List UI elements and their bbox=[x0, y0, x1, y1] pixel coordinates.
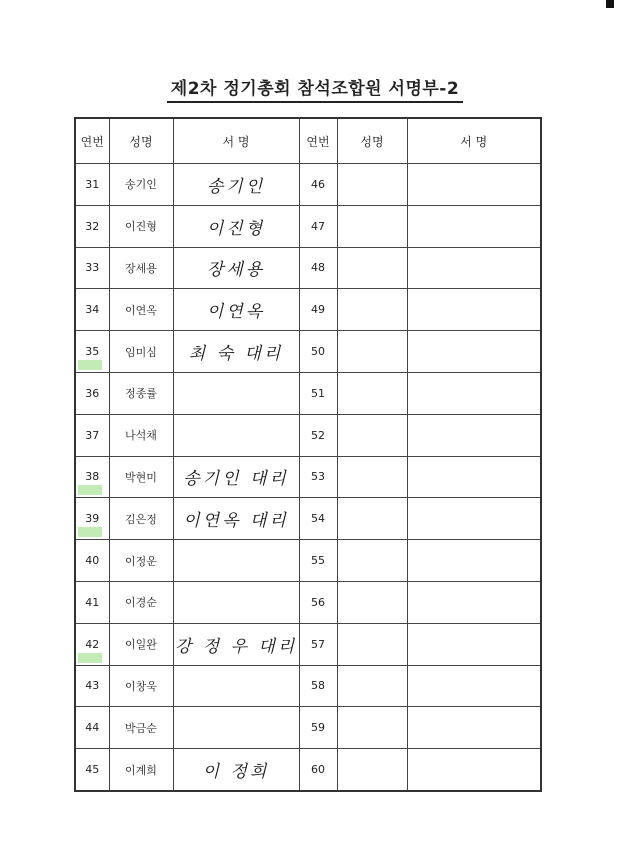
signature-cell bbox=[173, 623, 299, 665]
signature-cell-right bbox=[407, 247, 541, 289]
table-row bbox=[75, 456, 541, 498]
table-row bbox=[75, 665, 541, 707]
row-number bbox=[75, 498, 109, 540]
handwritten-signature: 송기인 대리 bbox=[183, 469, 289, 490]
row-number-text: 40 bbox=[85, 554, 100, 568]
header-name-right: 성명 bbox=[337, 118, 407, 164]
table-header-row bbox=[75, 118, 541, 164]
table-body bbox=[75, 164, 541, 791]
member-name: 김은정 bbox=[109, 498, 173, 540]
signature-cell-right bbox=[407, 540, 541, 582]
handwritten-signature: 이연옥 bbox=[206, 302, 266, 323]
signature-cell-right bbox=[407, 205, 541, 247]
table-row bbox=[75, 540, 541, 582]
member-name: 나석채 bbox=[109, 414, 173, 456]
highlight-mark bbox=[78, 653, 102, 663]
table-row bbox=[75, 749, 541, 791]
member-name: 이연옥 bbox=[109, 289, 173, 331]
row-number-text: 38 bbox=[85, 470, 100, 484]
signature-cell-right bbox=[407, 707, 541, 749]
row-number-text: 32 bbox=[85, 219, 100, 233]
handwritten-signature: 최 숙 대리 bbox=[188, 344, 284, 365]
header-name: 성명 bbox=[109, 118, 173, 164]
member-name-right bbox=[337, 331, 407, 373]
table-row bbox=[75, 331, 541, 373]
row-number bbox=[75, 205, 109, 247]
row-number-text: 34 bbox=[85, 303, 100, 317]
signature-cell-right bbox=[407, 665, 541, 707]
signature-cell-right bbox=[407, 414, 541, 456]
signature-cell bbox=[173, 331, 299, 373]
member-name: 이일완 bbox=[109, 623, 173, 665]
member-name: 송기인 bbox=[109, 164, 173, 206]
handwritten-signature: 이진형 bbox=[206, 218, 266, 239]
highlight-mark bbox=[78, 527, 102, 537]
row-number-right: 58 bbox=[299, 665, 337, 707]
row-number bbox=[75, 707, 109, 749]
member-name-right bbox=[337, 456, 407, 498]
row-number bbox=[75, 164, 109, 206]
member-name-right bbox=[337, 247, 407, 289]
row-number bbox=[75, 289, 109, 331]
row-number-right: 49 bbox=[299, 289, 337, 331]
row-number-right: 51 bbox=[299, 372, 337, 414]
corner-mark bbox=[606, 0, 614, 8]
member-name-right bbox=[337, 205, 407, 247]
signature-cell bbox=[173, 456, 299, 498]
table-row bbox=[75, 164, 541, 206]
handwritten-signature: 이 정희 bbox=[202, 762, 270, 783]
row-number-text: 31 bbox=[85, 177, 100, 191]
signature-cell-right bbox=[407, 749, 541, 791]
row-number bbox=[75, 331, 109, 373]
signature-cell-right bbox=[407, 498, 541, 540]
member-name: 이진형 bbox=[109, 205, 173, 247]
row-number-right: 54 bbox=[299, 498, 337, 540]
row-number-text: 41 bbox=[85, 595, 100, 609]
member-name-right bbox=[337, 372, 407, 414]
row-number bbox=[75, 665, 109, 707]
row-number-text: 39 bbox=[85, 512, 100, 526]
signature-table bbox=[74, 117, 542, 792]
row-number-right: 59 bbox=[299, 707, 337, 749]
header-no-right: 연번 bbox=[299, 118, 337, 164]
member-name: 이계희 bbox=[109, 749, 173, 791]
row-number-right: 46 bbox=[299, 164, 337, 206]
row-number-text: 43 bbox=[85, 679, 100, 693]
signature-cell-right bbox=[407, 372, 541, 414]
signature-cell bbox=[173, 707, 299, 749]
member-name-right bbox=[337, 749, 407, 791]
member-name: 정종률 bbox=[109, 372, 173, 414]
row-number bbox=[75, 581, 109, 623]
table-row bbox=[75, 414, 541, 456]
row-number bbox=[75, 623, 109, 665]
signature-cell bbox=[173, 372, 299, 414]
table-row bbox=[75, 372, 541, 414]
row-number-right: 53 bbox=[299, 456, 337, 498]
member-name-right bbox=[337, 665, 407, 707]
member-name-right bbox=[337, 498, 407, 540]
member-name-right bbox=[337, 623, 407, 665]
header-no: 연번 bbox=[75, 118, 109, 164]
member-name-right bbox=[337, 289, 407, 331]
member-name-right bbox=[337, 540, 407, 582]
table-row bbox=[75, 289, 541, 331]
member-name-right bbox=[337, 414, 407, 456]
row-number-right: 56 bbox=[299, 581, 337, 623]
row-number bbox=[75, 372, 109, 414]
row-number bbox=[75, 414, 109, 456]
signature-cell-right bbox=[407, 289, 541, 331]
row-number-text: 36 bbox=[85, 386, 100, 400]
row-number-right: 47 bbox=[299, 205, 337, 247]
signature-cell bbox=[173, 665, 299, 707]
signature-cell-right bbox=[407, 331, 541, 373]
member-name: 장세용 bbox=[109, 247, 173, 289]
highlight-mark bbox=[78, 360, 102, 370]
table-row bbox=[75, 247, 541, 289]
row-number-text: 45 bbox=[85, 763, 100, 777]
row-number-text: 42 bbox=[85, 637, 100, 651]
highlight-mark bbox=[78, 485, 102, 495]
handwritten-signature: 이연옥 대리 bbox=[183, 511, 289, 532]
row-number bbox=[75, 247, 109, 289]
row-number bbox=[75, 456, 109, 498]
signature-cell-right bbox=[407, 164, 541, 206]
row-number-text: 44 bbox=[85, 721, 100, 735]
row-number-text: 33 bbox=[85, 261, 100, 275]
member-name: 이창욱 bbox=[109, 665, 173, 707]
member-name: 박현미 bbox=[109, 456, 173, 498]
row-number-right: 50 bbox=[299, 331, 337, 373]
table-row bbox=[75, 623, 541, 665]
handwritten-signature: 장세용 bbox=[206, 260, 266, 281]
row-number-text: 37 bbox=[85, 428, 100, 442]
table-row bbox=[75, 581, 541, 623]
signature-cell-right bbox=[407, 456, 541, 498]
signature-cell bbox=[173, 498, 299, 540]
header-signature: 서 명 bbox=[173, 118, 299, 164]
table-row bbox=[75, 707, 541, 749]
row-number-right: 57 bbox=[299, 623, 337, 665]
signature-cell bbox=[173, 164, 299, 206]
page-title-text: 제2차 정기총회 참석조합원 서명부-2 bbox=[167, 79, 463, 103]
member-name: 이경순 bbox=[109, 581, 173, 623]
row-number-right: 48 bbox=[299, 247, 337, 289]
table-row bbox=[75, 205, 541, 247]
member-name-right bbox=[337, 164, 407, 206]
row-number-right: 55 bbox=[299, 540, 337, 582]
row-number-right: 60 bbox=[299, 749, 337, 791]
member-name-right bbox=[337, 707, 407, 749]
row-number-right: 52 bbox=[299, 414, 337, 456]
handwritten-signature: 강 정 우 대리 bbox=[174, 636, 298, 657]
member-name-right bbox=[337, 581, 407, 623]
header-signature-right: 서 명 bbox=[407, 118, 541, 164]
signature-cell bbox=[173, 749, 299, 791]
row-number-text: 35 bbox=[85, 345, 100, 359]
page-title bbox=[0, 74, 630, 99]
signature-cell bbox=[173, 581, 299, 623]
signature-cell-right bbox=[407, 623, 541, 665]
signature-cell bbox=[173, 205, 299, 247]
member-name: 임미심 bbox=[109, 331, 173, 373]
signature-cell bbox=[173, 247, 299, 289]
row-number bbox=[75, 749, 109, 791]
member-name: 이정운 bbox=[109, 540, 173, 582]
signature-cell bbox=[173, 289, 299, 331]
member-name: 박금순 bbox=[109, 707, 173, 749]
signature-cell bbox=[173, 414, 299, 456]
handwritten-signature: 송기인 bbox=[206, 176, 266, 197]
table-row bbox=[75, 498, 541, 540]
signature-cell-right bbox=[407, 581, 541, 623]
row-number bbox=[75, 540, 109, 582]
signature-cell bbox=[173, 540, 299, 582]
